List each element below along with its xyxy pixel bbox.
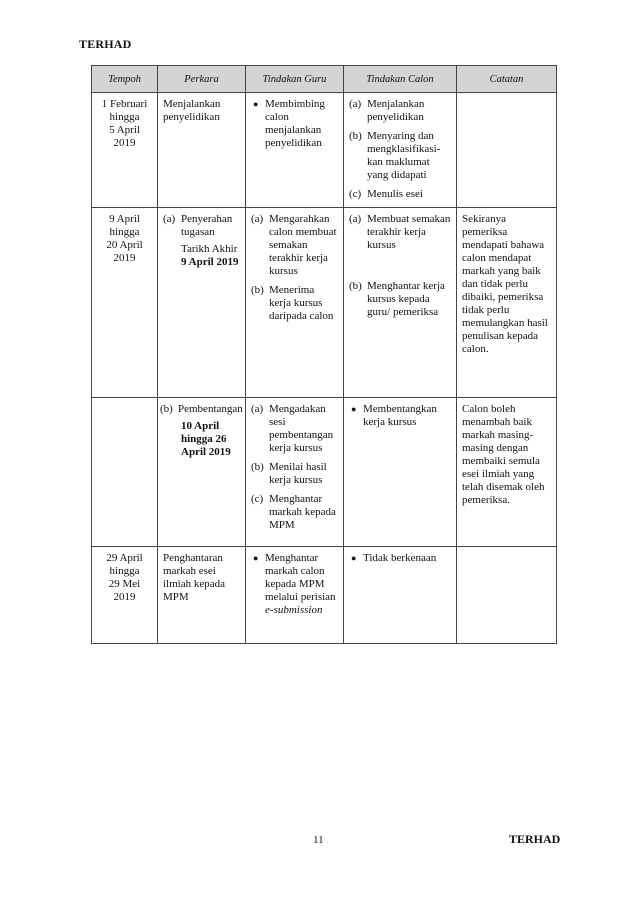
header-classification-label: TERHAD	[79, 37, 132, 51]
header-tindakan-guru: Tindakan Guru	[246, 66, 344, 93]
footer-classification-label: TERHAD	[509, 832, 561, 846]
tindakan-guru-cell: ● Membimbing calon menjalankan penyelidikan	[246, 93, 344, 208]
table-row	[92, 398, 557, 547]
perkara-cell: (b) Pembentangan 10 April hingga 26 April 2019	[158, 398, 246, 547]
bullet-dot-icon: ●	[351, 553, 357, 563]
header-tempoh: Tempoh	[92, 66, 158, 93]
bullet-dot-icon: ●	[253, 553, 259, 563]
tindakan-guru-cell: ● Menghantar markah calon kepada MPM melalui perisian e-submission	[246, 547, 344, 644]
catatan-cell: Sekiranya pemeriksa mendapati bahawa calon mendapat markah yang baik dan tidak perlu dibaiki, pemeriksa tidak perlu memulangkan hasil penulisan kepada calon.	[457, 208, 557, 398]
table-header-row	[92, 66, 557, 93]
tindakan-guru-cell: (a) Mengadakan sesi pembentangan kerja kursus (b) Menilai hasil kerja kursus (c) Menghantar markah kepada MPM	[246, 398, 344, 547]
tindakan-calon-cell: ● Membentangkan kerja kursus	[344, 398, 457, 547]
catatan-cell	[457, 547, 557, 644]
header-tindakan-calon: Tindakan Calon	[344, 66, 457, 93]
table-row	[92, 93, 557, 208]
perkara-cell: Penghantaran markah esei ilmiah kepada MPM	[158, 547, 246, 644]
tempoh-cell	[92, 398, 158, 547]
schedule-table	[91, 65, 557, 644]
page-number: 11	[313, 834, 324, 846]
tempoh-cell: 9 April hingga 20 April 2019	[92, 208, 158, 398]
header-perkara: Perkara	[158, 66, 246, 93]
tempoh-cell: 1 Februari hingga 5 April 2019	[92, 93, 158, 208]
bullet-dot-icon: ●	[253, 99, 259, 109]
perkara-cell: (a) Penyerahan tugasan Tarikh Akhir 9 April 2019	[158, 208, 246, 398]
table-row	[92, 208, 557, 398]
table-row	[92, 547, 557, 644]
perkara-cell: Menjalankan penyelidikan	[158, 93, 246, 208]
tindakan-calon-cell: ● Tidak berkenaan	[344, 547, 457, 644]
tindakan-calon-cell: (a) Membuat semakan terakhir kerja kursus (b) Menghantar kerja kursus kepada guru/ pemeriksa	[344, 208, 457, 398]
tempoh-cell: 29 April hingga 29 Mei 2019	[92, 547, 158, 644]
tindakan-guru-cell: (a) Mengarahkan calon membuat semakan terakhir kerja kursus (b) Menerima kerja kursus daripada calon	[246, 208, 344, 398]
catatan-cell	[457, 93, 557, 208]
header-catatan: Catatan	[457, 66, 557, 93]
tindakan-calon-cell: (a) Menjalankan penyelidikan (b) Menyaring dan mengklasifikasi-kan maklumat yang didapati (c) Menulis esei	[344, 93, 457, 208]
catatan-cell: Calon boleh menambah baik markah masing-masing dengan membaiki semula esei ilmiah yang telah disemak oleh pemeriksa.	[457, 398, 557, 547]
bullet-dot-icon: ●	[351, 404, 357, 414]
